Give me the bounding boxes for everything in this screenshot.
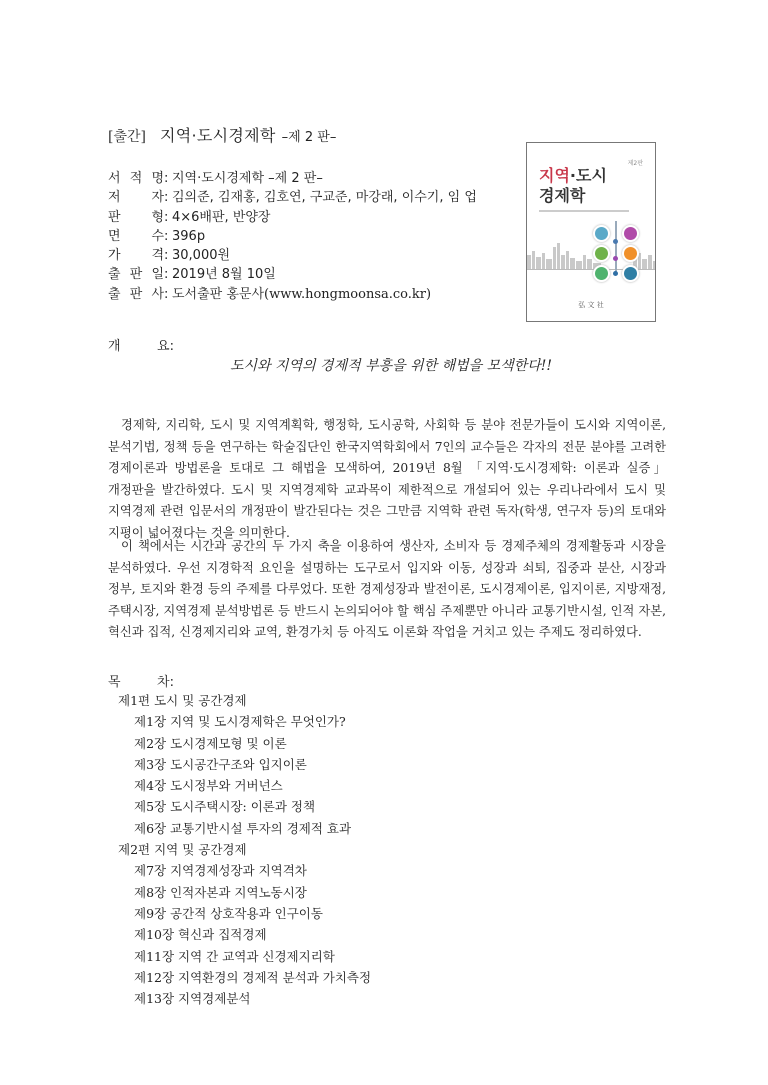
info-row-format: 판 형 : 4×6배판, 반양장	[108, 208, 477, 227]
book-cover-image	[526, 142, 656, 322]
info-label: 출 판 일	[108, 267, 164, 283]
overview-paragraph-2: 이 책에서는 시간과 공간의 두 가지 축을 이용하여 생산자, 소비자 등 경제주체의 경제활동과 시장을 분석하였다. 우선 지경학적 요인을 설명하는 도구로서 입지와 이동, 성장과 쇠퇴, 집중과 분산, 시장과 정부, 토지와 환경 등의 주제를 다루었다. 또한 경제성장과 발전이론, 도시경제이론, 입지이론, 지방재정, 주택시장, 지역경제 분석방법론 등 반드시 논의되어야 할 핵심 주제뿐만 아니라 교통기반시설, 인적 자본, 혁신과 집적, 신경제지리와 교역, 환경가치 등 아직도 이론화 작업을 거치고 있는 주제도 정리하였다.	[108, 539, 666, 640]
info-row-authors: 저 자 : 김의준, 김재홍, 김호연, 구교준, 마강래, 이수기, 임 업	[108, 188, 477, 207]
toc-chapter: 제6장 교통기반시설 투자의 경제적 효과	[134, 820, 352, 836]
toc-chapter: 제2장 도시경제모형 및 이론	[134, 735, 287, 751]
connector-dot	[613, 256, 618, 261]
info-row-pubdate: 출 판 일 : 2019년 8월 10일	[108, 265, 477, 284]
overview-slogan: 도시와 지역의 경제적 부흥을 위한 해법을 모색한다!!	[230, 358, 552, 374]
info-value: 지역·도시경제학 –제 2 판–	[172, 171, 323, 186]
cover-authors-line	[539, 210, 629, 212]
book-title: 지역·도시경제학	[159, 126, 276, 145]
cover-title-line2: 경제학	[539, 186, 586, 205]
connector-dot	[613, 239, 618, 244]
info-value: 30,000원	[172, 248, 231, 264]
cover-circle-icon	[622, 245, 639, 262]
connector-dot	[613, 271, 618, 276]
info-row-title: 서 적 명 : 지역·도시경제학 –제 2 판–	[108, 169, 477, 188]
cover-circle-icon	[593, 225, 610, 242]
info-row-price: 가 격 : 30,000원	[108, 246, 477, 265]
cover-publisher: 弘 文 社	[578, 301, 604, 309]
toc-chapter: 제11장 지역 간 교역과 신경제지리학	[134, 948, 335, 964]
info-value: 396p	[172, 228, 206, 244]
info-value: 도서출판 홍문사(www.hongmoonsa.co.kr)	[172, 286, 432, 302]
info-value: 2019년 8월 10일	[172, 267, 276, 283]
info-value: 4×6배판, 반양장	[172, 209, 271, 225]
cover-circle-icon	[622, 225, 639, 242]
toc-chapter: 제4장 도시정부와 거버넌스	[134, 778, 283, 794]
cover-edition: 제2판	[627, 160, 643, 167]
book-info-table	[108, 169, 477, 304]
info-label: 저 자	[108, 190, 164, 206]
info-label: 면 수	[108, 228, 164, 244]
overview-paragraph-1: 경제학, 지리학, 도시 및 지역계획학, 행정학, 도시공학, 사회학 등 분야 전문가들이 도시와 지역이론, 분석기법, 정책 등을 연구하는 학술집단인 한국지역학회에서 7인의 교수들은 각자의 전문 분야를 고려한 경제이론과 방법론을 토대로 그 해법을 모색하여, 2019년 8월 「지역·도시경제학: 이론과 실증」 개정판을 발간하였다. 도시 및 지역경제학 교과목이 제한적으로 개설되어 있는 우리나라에서 도시 및 지역경제 관련 입문서의 개정판이 발간된다는 것은 그만큼 지역학 관련 독자(학생, 연구자 등)의 토대와 지평이 넓어졌다는 것을 의미한다.	[108, 418, 666, 540]
cover-connector-line	[615, 221, 617, 273]
info-row-pages: 면 수 : 396p	[108, 227, 477, 246]
announcement-headline	[108, 123, 336, 146]
toc-part: 제1편 도시 및 공간경제	[118, 693, 247, 708]
toc-chapter: 제7장 지역경제성장과 지역격차	[134, 863, 307, 879]
toc-chapter: 제10장 혁신과 집적경제	[134, 927, 267, 943]
info-value: 김의준, 김재홍, 김호연, 구교준, 마강래, 이수기, 임 업	[172, 190, 477, 206]
table-of-contents	[108, 690, 371, 1009]
cover-circle-icon	[593, 265, 610, 282]
info-label: 판 형	[108, 209, 164, 225]
toc-chapter: 제13장 지역경제분석	[134, 991, 251, 1007]
info-row-publisher: 출 판 사 : 도서출판 홍문사(www.hongmoonsa.co.kr)	[108, 285, 477, 304]
toc-chapter: 제3장 도시공간구조와 입지이론	[134, 756, 307, 772]
overview-label: 개 요:	[108, 339, 174, 354]
info-label: 출 판 사	[108, 286, 164, 302]
toc-chapter: 제8장 인적자본과 지역노동시장	[134, 884, 307, 900]
toc-chapter: 제1장 지역 및 도시경제학은 무엇인가?	[134, 714, 346, 730]
toc-chapter: 제5장 도시주택시장: 이론과 정책	[134, 799, 316, 815]
toc-part: 제2편 지역 및 공간경제	[118, 842, 247, 858]
book-edition: –제 2 판–	[281, 130, 337, 145]
toc-label: 목 차:	[108, 675, 174, 690]
info-label: 가 격	[108, 248, 164, 264]
toc-chapter: 제12장 지역환경의 경제적 분석과 가치측정	[134, 969, 372, 985]
cover-title-line1: 지역·도시	[539, 166, 607, 185]
cover-circle-icon	[593, 245, 610, 262]
info-label: 서 적 명	[108, 171, 164, 186]
cover-circle-icon	[622, 265, 639, 282]
toc-chapter: 제9장 공간적 상호작용과 인구이동	[134, 905, 323, 921]
publication-tag: [출간]	[108, 129, 146, 145]
